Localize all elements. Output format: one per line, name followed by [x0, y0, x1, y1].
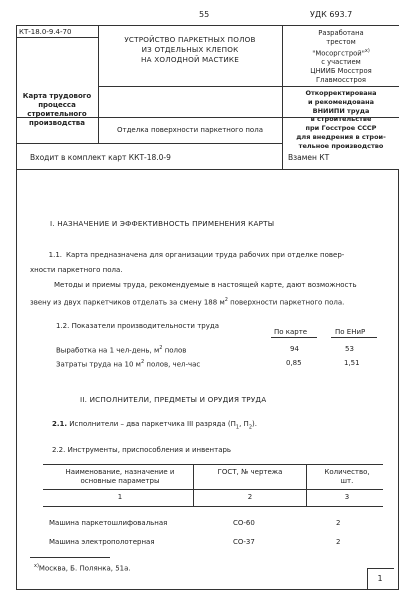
- developed-line: трестом: [326, 38, 356, 46]
- table-header-bottom: [43, 489, 383, 490]
- table-row-2-qty: 2: [336, 538, 341, 546]
- superscript: 2: [140, 359, 145, 365]
- col-by-enir: По ЕНиР: [335, 328, 366, 336]
- footnote-ref: x): [364, 48, 370, 54]
- table-row-2-name: Машина электрополотерная: [49, 538, 155, 546]
- paragraph-text: ).: [252, 420, 257, 428]
- col-underline-1: [271, 337, 317, 338]
- label-text: Затраты труда на 10 м: [56, 360, 141, 369]
- row-labor-enir: 1,51: [344, 359, 360, 367]
- superscript: 2: [224, 297, 228, 303]
- footnote-mark: x): [34, 563, 39, 569]
- section-1-heading: I. НАЗНАЧЕНИЕ И ЭФФЕКТИВНОСТЬ ПРИМЕНЕНИЯ КАРТЫ: [50, 219, 275, 228]
- frame-bottom: [16, 589, 399, 590]
- title-line: ИЗ ОТДЕЛЬНЫХ КЛЕПОК: [141, 45, 239, 54]
- row-output-label: [56, 345, 186, 354]
- paragraph-number: 2.2.: [52, 446, 66, 454]
- col-divider-1: [98, 25, 99, 143]
- col-divider-2: [282, 25, 283, 169]
- paragraph-text: Инструменты, приспособления и инвентарь: [67, 446, 232, 454]
- footnote: [34, 563, 131, 572]
- paragraph-line: Методы и приемы труда, рекомендуемые в настоящей карте, дают возможность: [54, 281, 357, 289]
- table-numbers-bottom: [43, 506, 383, 507]
- developed-line: ЦНИИБ Мосстроя: [310, 67, 372, 76]
- frame-right: [398, 169, 399, 590]
- frame-left: [16, 169, 17, 590]
- paragraph-number: 2.1.: [52, 420, 68, 428]
- table-row-1-name: Машина паркетошлифовальная: [49, 519, 168, 527]
- page-number: 55: [199, 10, 210, 19]
- corrected-line: для внедрения в строи-: [296, 132, 386, 141]
- paragraph-line: [30, 293, 390, 310]
- footnote-text: Москва, Б. Полянка, 51а.: [38, 564, 131, 573]
- title-line: НА ХОЛОДНОЙ МАСТИКЕ: [141, 55, 239, 64]
- corrected-line: в строительстве: [310, 115, 372, 124]
- corrected-line: при Госстрое СССР: [305, 124, 377, 133]
- code-underline: [16, 37, 98, 38]
- paragraph-number: 1.1.: [48, 251, 62, 259]
- corrected-divider: [282, 86, 399, 87]
- corrected-by: [285, 89, 397, 151]
- row-output-enir: 53: [345, 345, 354, 353]
- paragraph-text: Исполнители – два паркетчика III разряда (П: [69, 420, 236, 428]
- developed-line: Главмосстроя: [316, 76, 366, 85]
- footnote-separator: [30, 557, 110, 558]
- section-1-paragraph-1: [30, 248, 390, 278]
- replaces: Взамен КТ: [288, 153, 330, 162]
- included-in-set: Входит в комплект карт ККТ-18.0-9: [30, 153, 171, 162]
- corner-number: 1: [377, 574, 383, 583]
- table-divider-1: [193, 464, 194, 506]
- included-divider: [16, 143, 282, 144]
- developed-org: "Мосоргстрой": [312, 49, 365, 58]
- paragraph-line: хности паркетного пола.: [30, 266, 123, 274]
- table-row-2-gost: СО-37: [233, 538, 255, 546]
- corrected-line: ВНИИПИ труда: [312, 106, 370, 115]
- document-title: [102, 35, 278, 65]
- developed-line: с участием: [321, 58, 361, 67]
- label-text: Выработка на 1 чел-день, м: [56, 346, 160, 355]
- table-top: [43, 464, 383, 465]
- paragraph-text: поверхности паркетного пола.: [227, 298, 345, 307]
- subscript: 2: [248, 424, 252, 431]
- table-header-gost: ГОСТ, № чертежа: [217, 468, 283, 476]
- udk-code: УДК 693.7: [310, 10, 353, 19]
- table-row-1-gost: СО-60: [233, 519, 255, 527]
- developed-line: Разработана: [318, 29, 364, 37]
- developed-line: [285, 47, 397, 58]
- row-labor-card: 0,85: [286, 359, 302, 367]
- section-1-paragraph-2: [30, 278, 390, 310]
- left-column-border: [16, 25, 17, 169]
- paragraph-line: [30, 248, 390, 263]
- header-bottom-border: [16, 169, 399, 170]
- label-text: полов, чел-час: [144, 360, 201, 369]
- section-2-heading: II. ИСПОЛНИТЕЛИ, ПРЕДМЕТЫ И ОРУДИЯ ТРУДА: [80, 395, 267, 404]
- row-output-card: 94: [290, 345, 299, 353]
- table-divider-2: [306, 464, 307, 506]
- header-top-border: [16, 25, 399, 26]
- title-line: УСТРОЙСТВО ПАРКЕТНЫХ ПОЛОВ: [124, 35, 256, 44]
- col-by-card: По карте: [274, 328, 308, 336]
- section-2-paragraph-1: [52, 420, 257, 430]
- paragraph-text: , П: [239, 420, 249, 428]
- col-underline-2: [331, 337, 377, 338]
- table-col-number: 3: [344, 493, 350, 501]
- table-col-number: 1: [117, 493, 123, 501]
- document-subtitle: Отделка поверхности паркетного пола: [117, 126, 263, 134]
- corrected-line: тельное производство: [298, 141, 384, 150]
- corrected-line: и рекомендована: [307, 97, 375, 106]
- label-text: полов: [162, 346, 187, 355]
- table-col-number: 2: [247, 493, 253, 501]
- title-divider: [98, 86, 282, 87]
- row-labor-label: [56, 359, 200, 368]
- subscript: 1: [235, 424, 240, 431]
- corrected-line: Откорректирована: [305, 89, 377, 97]
- table-header-name: Наименование, назначение и основные параметры: [65, 468, 175, 485]
- paragraph-text: звену из двух паркетчиков отделать за смену 188 м: [30, 298, 225, 307]
- paragraph-text: Карта предназначена для организации труда рабочих при отделке повер-: [66, 251, 345, 259]
- table-header-qty: Количество, шт.: [324, 468, 370, 485]
- table-row-1-qty: 2: [336, 519, 341, 527]
- productivity-label: 1.2. Показатели производительности труда: [56, 322, 219, 330]
- card-code: КТ-18.0-9.4-70: [19, 28, 72, 36]
- section-2-paragraph-2: [52, 446, 231, 454]
- card-title: Карта трудового процесса строительного производства: [22, 92, 92, 127]
- developed-by: [285, 29, 397, 85]
- superscript: 2: [159, 345, 163, 351]
